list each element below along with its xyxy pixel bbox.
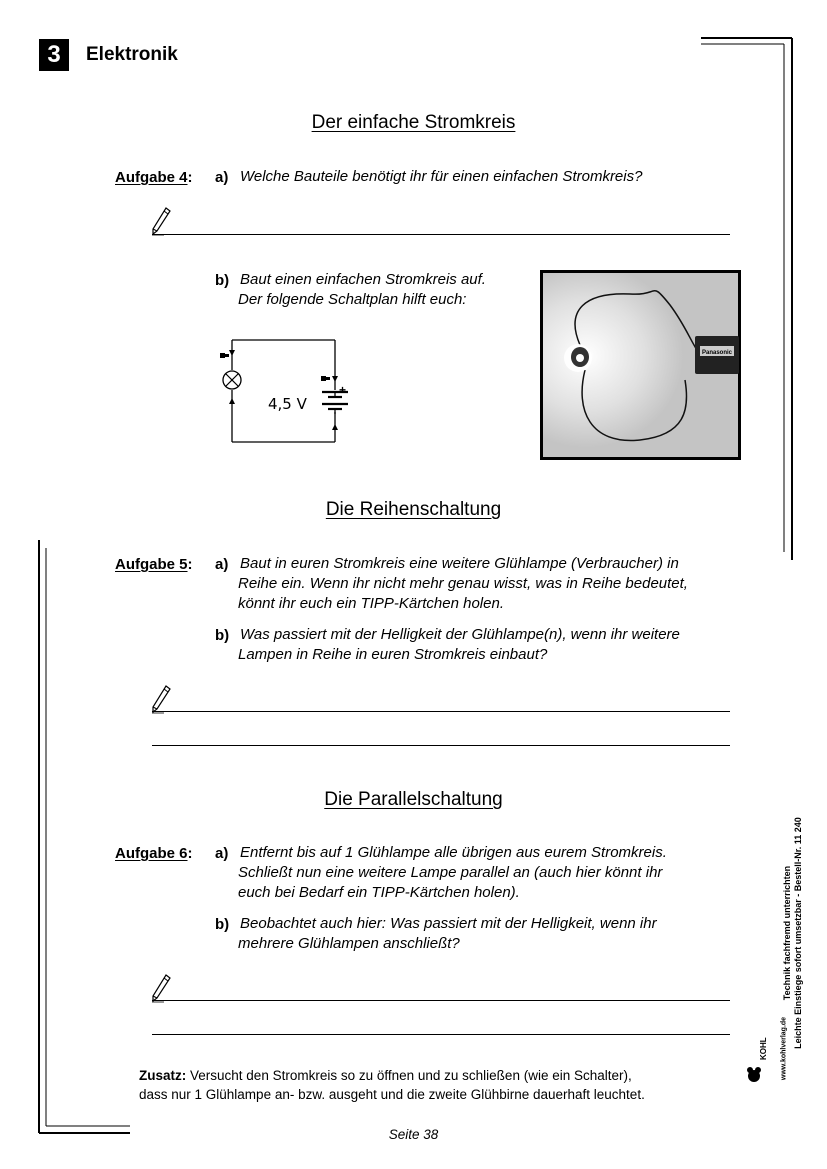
- task-4a-letter: a): [215, 169, 229, 186]
- publisher-logo: [744, 1018, 774, 1088]
- chapter-number: 3: [39, 39, 69, 71]
- zusatz-line2: dass nur 1 Glühlampe an- bzw. ausgeht und die zweite Glühbirne dauerhaft leuchtet.: [139, 1087, 645, 1102]
- task-6a-line3: euch bei Bedarf ein TIPP-Kärtchen holen).: [238, 884, 520, 901]
- sidebar-url[interactable]: www.kohlverlag.de: [780, 1016, 788, 1081]
- task-4b-line2: Der folgende Schaltplan hilft euch:: [238, 291, 467, 308]
- svg-text:Panasonic: Panasonic: [702, 350, 733, 356]
- pencil-icon: [150, 206, 172, 236]
- chapter-title: Elektronik: [86, 44, 178, 65]
- task-5b-line2: Lampen in Reihe in euren Stromkreis einbaut?: [238, 646, 548, 663]
- pencil-icon: [150, 973, 172, 1003]
- task-5b-letter: b): [215, 627, 230, 644]
- task-6a-line2: Schließt nun eine weitere Lampe parallel an (auch hier könnt ihr: [238, 864, 663, 881]
- zusatz-line1: Zusatz: Versucht den Stromkreis so zu öffnen und zu schließen (wie ein Schalter),: [139, 1068, 632, 1083]
- task-6b-line1: Beobachtet auch hier: Was passiert mit der Helligkeit, wenn ihr: [240, 915, 657, 932]
- sidebar-title-line2: Leichte Einstiege sofort umsetzbar - Bestell-Nr. 11 240: [793, 817, 803, 1049]
- answer-line[interactable]: [152, 745, 730, 746]
- answer-line[interactable]: [152, 1000, 730, 1001]
- sidebar-title-line1: Technik fachfremd unterrichten: [782, 865, 792, 1001]
- task-5a-letter: a): [215, 556, 229, 573]
- svg-text:+: +: [339, 383, 347, 397]
- task-4-label: Aufgabe 4:: [115, 169, 193, 186]
- svg-text:KOHL: KOHL: [759, 1037, 768, 1060]
- task-4b-line1: Baut einen einfachen Stromkreis auf.: [240, 271, 486, 288]
- task-4b-letter: b): [215, 272, 230, 289]
- task-6-label: Aufgabe 6:: [115, 845, 193, 862]
- circuit-diagram: [210, 332, 360, 447]
- circuit-photo: [540, 270, 741, 460]
- task-6b-letter: b): [215, 916, 230, 933]
- task-6a-letter: a): [215, 845, 229, 862]
- page-number: Seite 38: [388, 1127, 439, 1142]
- task-5a-line2: Reihe ein. Wenn ihr nicht mehr genau wisst, was in Reihe bedeutet,: [238, 575, 688, 592]
- task-5a-line3: könnt ihr euch ein TIPP-Kärtchen holen.: [238, 595, 504, 612]
- task-6a-line1: Entfernt bis auf 1 Glühlampe alle übrigen aus eurem Stromkreis.: [240, 844, 667, 861]
- section-heading-reihenschaltung: Die Reihenschaltung: [325, 499, 502, 520]
- section-heading-parallelschaltung: Die Parallelschaltung: [324, 789, 503, 810]
- task-5a-line1: Baut in euren Stromkreis eine weitere Glühlampe (Verbraucher) in: [240, 555, 679, 572]
- task-5b-line1: Was passiert mit der Helligkeit der Glühlampe(n), wenn ihr weitere: [240, 626, 680, 643]
- section-heading-stromkreis: Der einfache Stromkreis: [311, 112, 516, 133]
- svg-text:4,5 V: 4,5 V: [268, 395, 307, 413]
- task-4a-text: Welche Bauteile benötigt ihr für einen einfachen Stromkreis?: [240, 168, 643, 185]
- pencil-icon: [150, 684, 172, 714]
- task-5-label: Aufgabe 5:: [115, 556, 193, 573]
- answer-line[interactable]: [152, 234, 730, 235]
- answer-line[interactable]: [152, 711, 730, 712]
- task-6b-line2: mehrere Glühlampen anschließt?: [238, 935, 460, 952]
- answer-line[interactable]: [152, 1034, 730, 1035]
